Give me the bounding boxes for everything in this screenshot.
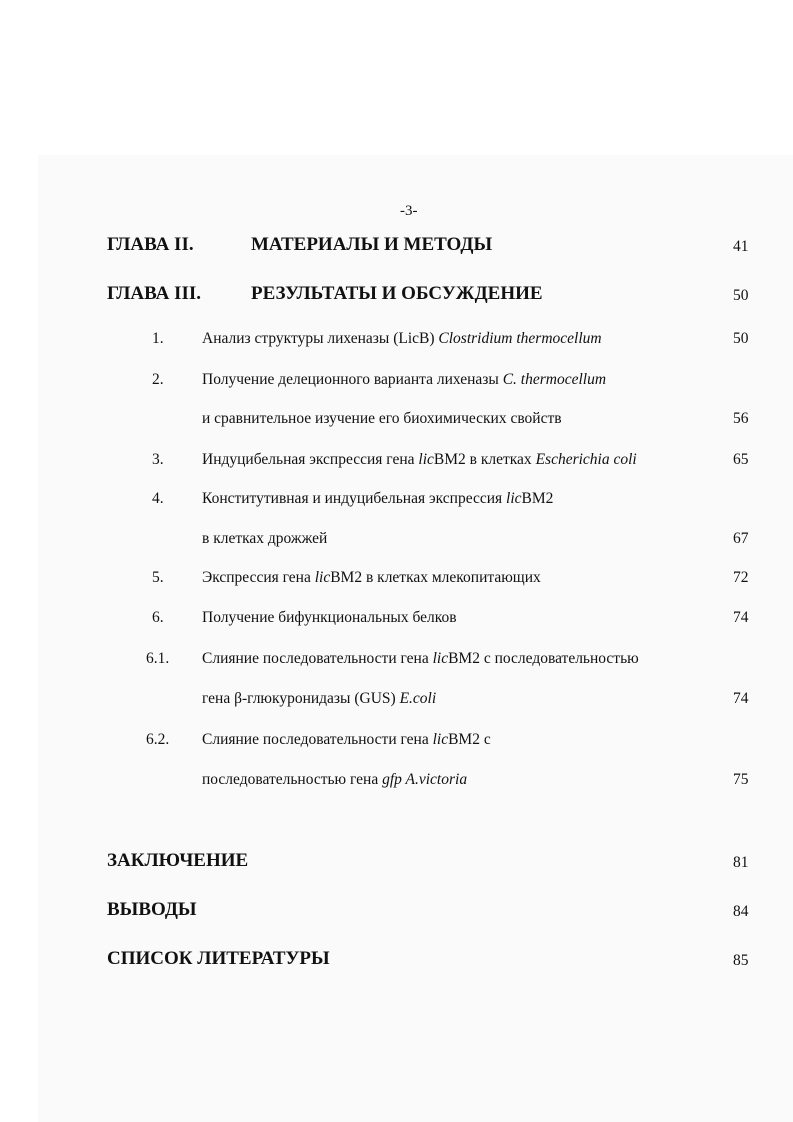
toc-item-6-1-title: Слияние последовательности гена licBM2 с последовательностью: [202, 650, 639, 667]
toc-item-6-title: Получение бифункциональных белков: [202, 609, 457, 626]
toc-item-1-number: 1.: [152, 330, 164, 347]
chapter-3-page: 50: [733, 287, 749, 304]
chapter-3-title: РЕЗУЛЬТАТЫ И ОБСУЖДЕНИЕ: [251, 283, 543, 304]
chapter-3-label: ГЛАВА III.: [107, 283, 201, 304]
toc-item-5-number: 5.: [152, 569, 164, 586]
section-references-title: СПИСОК ЛИТЕРАТУРЫ: [107, 948, 330, 969]
chapter-2-label: ГЛАВА II.: [107, 234, 194, 255]
toc-item-4-title-cont: в клетках дрожжей: [202, 530, 328, 547]
toc-item-6-2-title-cont: последовательностью гена gfp A.victoria: [202, 771, 468, 788]
chapter-2-page: 41: [733, 238, 749, 255]
toc-item-2-title-cont: и сравнительное изучение его биохимических свойств: [202, 410, 562, 427]
toc-item-6-2-page: 75: [733, 771, 749, 788]
toc-item-1-page: 50: [733, 330, 749, 347]
section-conclusion-page: 81: [733, 854, 749, 871]
page-number: -3-: [400, 203, 418, 219]
toc-item-6-1-number: 6.1.: [146, 650, 170, 667]
toc-item-5-title: Экспрессия гена licBM2 в клетках млекопитающих: [202, 569, 541, 586]
toc-item-2-page: 56: [733, 410, 749, 427]
toc-item-2-number: 2.: [152, 371, 164, 388]
toc-item-3-page: 65: [733, 451, 749, 468]
section-findings-page: 84: [733, 903, 749, 920]
toc-item-6-number: 6.: [152, 609, 164, 626]
toc-item-6-page: 74: [733, 609, 749, 626]
toc-item-6-1-page: 74: [733, 690, 749, 707]
toc-item-6-1-title-cont: гена β-глюкуронидазы (GUS) E.coli: [202, 690, 437, 707]
toc-item-3-title: Индуцибельная экспрессия гена licBM2 в клетках Escherichia coli: [202, 451, 637, 468]
toc-item-4-title: Конститутивная и индуцибельная экспрессия licBM2: [202, 490, 554, 507]
chapter-2-title: МАТЕРИАЛЫ И МЕТОДЫ: [251, 234, 493, 255]
section-findings-title: ВЫВОДЫ: [107, 899, 197, 920]
toc-item-1-title: Анализ структуры лихеназы (LicB) Clostridium thermocellum: [202, 330, 602, 347]
toc-item-3-number: 3.: [152, 451, 164, 468]
toc-item-4-page: 67: [733, 530, 749, 547]
toc-item-6-2-title: Слияние последовательности гена licBM2 с: [202, 731, 491, 748]
toc-item-6-2-number: 6.2.: [146, 731, 170, 748]
section-references-page: 85: [733, 952, 749, 969]
toc-item-4-number: 4.: [152, 490, 164, 507]
toc-item-2-title: Получение делеционного варианта лихеназы C. thermocellum: [202, 371, 607, 388]
toc-item-5-page: 72: [733, 569, 749, 586]
section-conclusion-title: ЗАКЛЮЧЕНИЕ: [107, 850, 249, 871]
